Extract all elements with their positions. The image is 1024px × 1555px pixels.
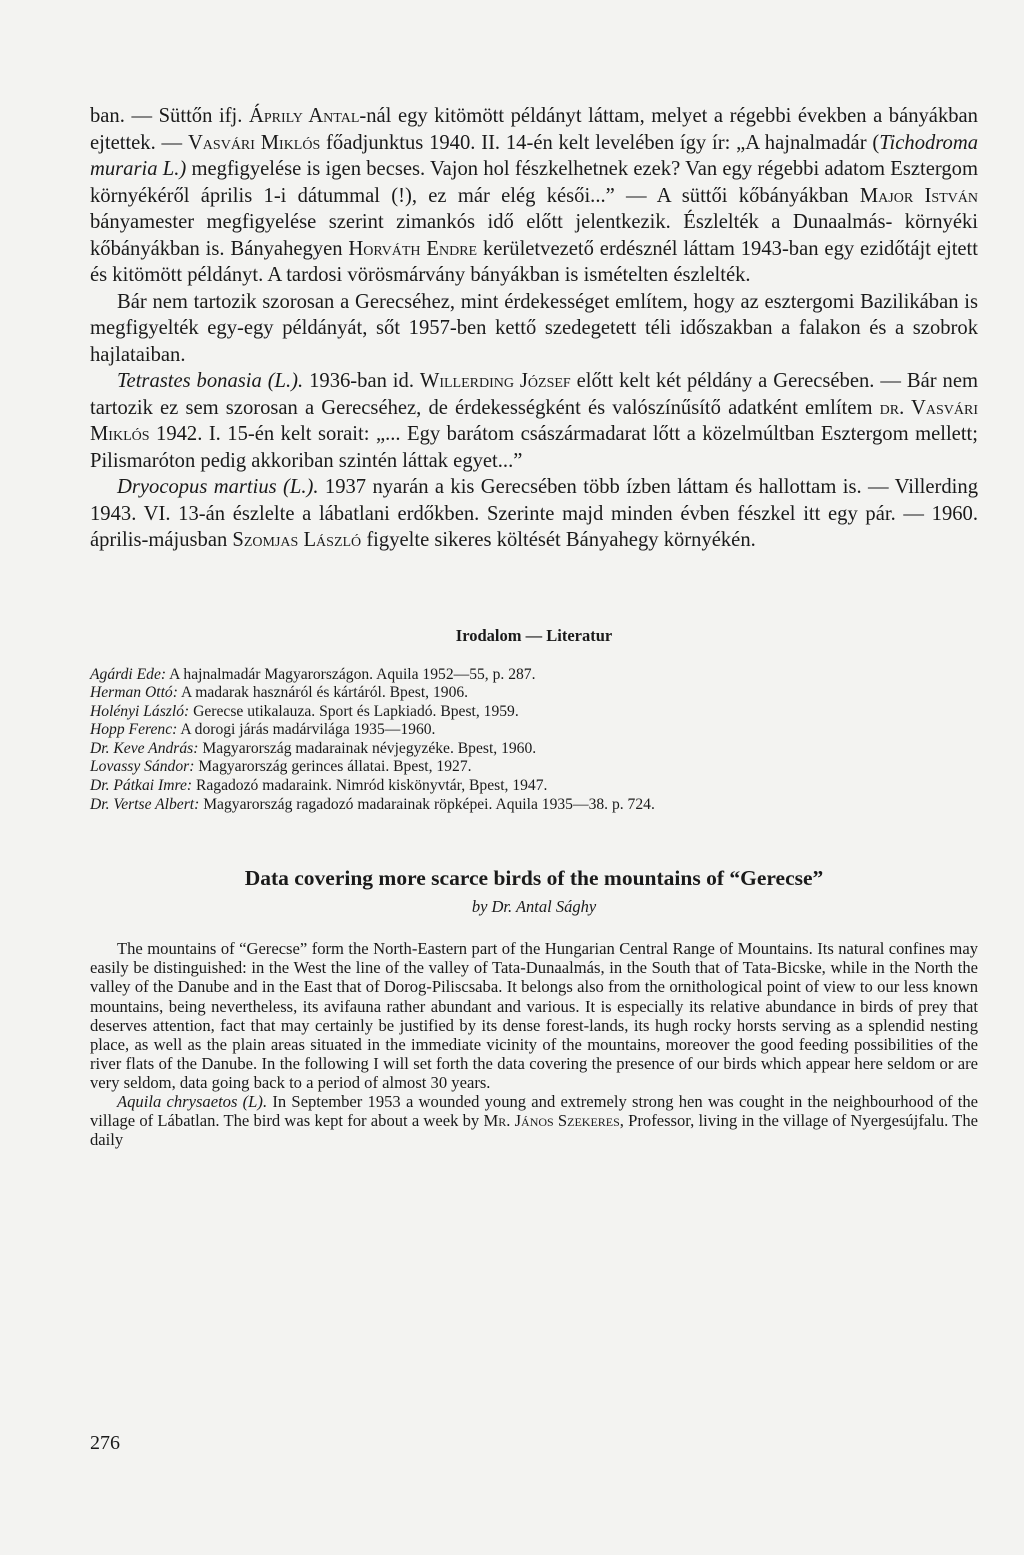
reference-item (90, 758, 978, 777)
reference-item (90, 703, 978, 722)
reference-author: Lovassy Sándor: (90, 758, 195, 776)
text-run: bányamester megfigyelése szerint zimankós idő előtt jelentkezik. Észlelték a Dunaalmás- környéki kőbányákban is. Bányahegyen (90, 211, 978, 260)
reference-text: Magyarország madarainak névjegyzéke. Bpest, 1960. (198, 739, 537, 757)
reference-item (90, 777, 978, 796)
person-name: dr. Vasvári Miklós (90, 396, 978, 445)
paragraph (90, 474, 978, 554)
species-name: Dryocopus martius (L.). (117, 476, 319, 498)
reference-author: Herman Ottó: (90, 684, 178, 702)
person-name: Áprily Antal (248, 105, 360, 127)
text-run: 1936-ban id. (303, 370, 420, 392)
page (90, 103, 978, 1149)
species-name: Tichodroma muraria L.) (90, 131, 979, 180)
person-name: Willerding József (419, 370, 571, 392)
text-run: -nál egy kitömött példányt láttam, melyet a régebbi években a bányákban ejtettek. — (90, 105, 978, 154)
english-text (90, 939, 978, 1149)
reference-item (90, 740, 978, 759)
article-byline: by Dr. Antal Sághy (471, 897, 597, 917)
person-name: Horváth Endre (348, 237, 478, 260)
reference-text: A hajnalmadár Magyarországon. Aquila 1952—55, p. 287. (166, 665, 536, 683)
reference-item (90, 684, 978, 703)
reference-text: Gerecse utikalauza. Sport és Lapkiadó. Bpest, 1959. (189, 702, 519, 720)
reference-author: Holényi László: (90, 702, 190, 720)
text-run: 1942. I. 15-én kelt sorait: „... Egy barátom császármadarat lőtt a közelmúltban Esztergom mellett; Pilismaróton pedig akkoriban szintén láttak egyet...” (90, 423, 978, 472)
reference-author: Dr. Pátkai Imre: (90, 777, 193, 795)
person-name: Mr. János Szekeres (483, 1111, 620, 1131)
text-run: előtt kelt két példány a Gerecsében. — Bár nem tartozik ez sem szorosan a Gerecséhez, de érdekességként és valószínűsítő adatként említem (90, 370, 978, 419)
person-name: Major István (859, 184, 978, 207)
text-run: , Professor, living in the village of Nyergesújfalu. The daily (90, 1111, 978, 1150)
reference-item (90, 796, 978, 815)
reference-author: Hopp Ferenc: (90, 721, 178, 739)
species-name: Tetrastes bonasia (L.). (117, 370, 304, 392)
reference-item (90, 721, 978, 740)
paragraph: Bár nem tartozik szorosan a Gerecséhez, mint érdekességet említem, hogy az esztergomi Bazilikában is megfigyelték egy-egy példányát, sőt 1957-ben kettő szedegetett téli időszakban a falakon és a szobrok hajlataiban. (90, 290, 978, 366)
page-number: 276 (90, 1432, 120, 1454)
reference-author: Dr. Vertse Albert: (90, 795, 200, 813)
text-run: kerületvezető erdésznél láttam 1943-ban egy ezidőtájt ejtett és kitömött példányt. A tardosi vörösmárvány bányákban is ismételten észlelték. (90, 237, 979, 286)
reference-item (90, 666, 978, 685)
reference-text: A dorogi járás madárvilága 1935—1960. (177, 721, 436, 739)
person-name: Vasvári Miklós (187, 131, 321, 154)
text-run: főadjunktus 1940. II. 14-én kelt levelében így ír: „A hajnalmadár ( (320, 131, 880, 154)
text-run: figyelte sikeres költését Bányahegy környékén. (361, 529, 756, 551)
reference-text: Ragadozó madaraink. Nimród kiskönyvtár, Bpest, 1947. (192, 777, 548, 795)
paragraph (90, 1092, 978, 1149)
text-run: 1937 nyarán a kis Gerecsében több ízben láttam és hallottam is. — Villerding 1943. VI. 13-án észlelte a lábatlani erdőkben. Szerinte majd minden évben fészkel itt egy pár. — 1960. április-májusban (90, 476, 978, 551)
reference-text: A madarak hasznáról és kártáról. Bpest, 1906. (177, 684, 469, 702)
hungarian-text (90, 103, 978, 554)
reference-text: Magyarország ragadozó madarainak röpképei. Aquila 1935—38. p. 724. (199, 795, 655, 813)
paragraph (90, 103, 978, 289)
article-title: Data covering more scarce birds of the mountains of “Gerecse” (244, 866, 824, 891)
species-name: Aquila chrysaetos (L). (117, 1092, 268, 1111)
paragraph (90, 368, 978, 474)
reference-author: Agárdi Ede: (90, 665, 167, 683)
text-run: In September 1953 a wounded young and extremely strong hen was cought in the neighbourhood of the village of Lábatlan. The bird was kept for about a week by (90, 1092, 978, 1131)
reference-author: Dr. Keve András: (90, 739, 199, 757)
person-name: Szomjas László (232, 529, 362, 551)
paragraph: The mountains of “Gerecse” form the North-Eastern part of the Hungarian Central Range of Mountains. Its natural confines may easily be distinguished: in the West the line of the valley of Tata-Dunaalmás, in the South that of Tata-Bicske, while in the North the valley of the Danube and in the East that of Dorog-Piliscsaba. It belongs also from the ornithological point of view to our less known mountains, being nevertheless, its avifauna rather abundant and various. It is especially its relative abundance in birds of prey that deserves attention, fact that may certainly be justified by its dense forest-lands, its hugh rocky horsts serving as a splendid nesting place, as well as the plain areas situated in the immediate vicinity of the mountains, moreover the good feeding possibilities of the river flats of the Danube. In the following I will set forth the data covering the presence of our birds which appear here seldom or are very seldom, data going back to a period of almost 30 years. (90, 939, 978, 1092)
text-run: megfigyelése is igen becses. Vajon hol fészkelhetnek ezek? Van egy régebbi adatom Esztergom környékéről április 1-i dátummal (!), ez már elég késői...” — A süttői kőbányákban (90, 158, 978, 207)
references-heading: Irodalom — Literatur (455, 625, 613, 645)
text-run: ban. — Süttőn ifj. (90, 105, 249, 127)
reference-text: Magyarország gerinces állatai. Bpest, 1927. (194, 758, 472, 776)
references-list (90, 666, 978, 815)
